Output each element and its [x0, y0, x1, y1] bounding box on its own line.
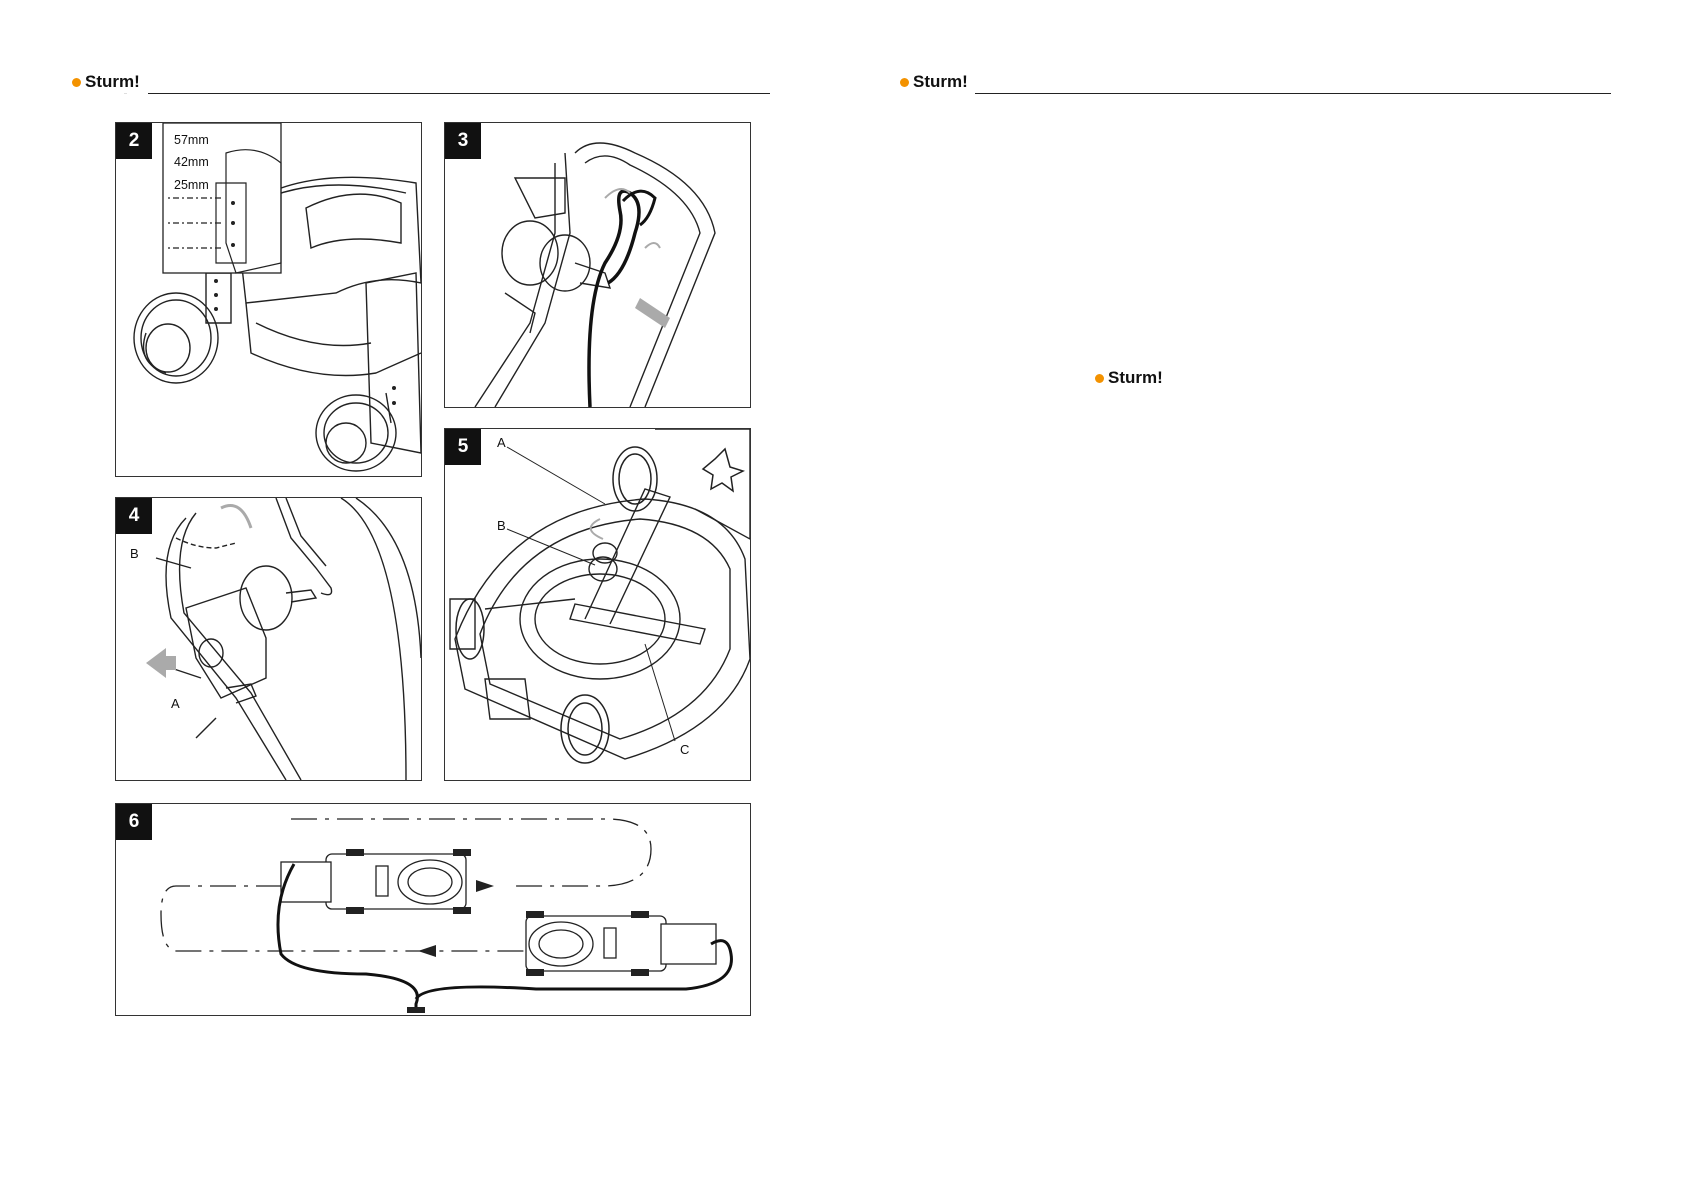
height-label-25: 25mm	[174, 178, 209, 192]
figure-panel-3	[444, 122, 751, 408]
height-label-42: 42mm	[174, 155, 209, 169]
brand-dot-icon	[1095, 374, 1104, 383]
panel-number: 6	[116, 804, 152, 840]
brand-dot-icon	[72, 78, 81, 87]
centered-brand-logo	[1095, 368, 1163, 388]
brand-name: Sturm!	[1108, 368, 1163, 387]
brand-name: Sturm!	[85, 72, 140, 91]
brand-logo: Sturm! —	[72, 72, 140, 92]
panel-number: 2	[116, 123, 152, 159]
brand-name: Sturm!	[913, 72, 968, 91]
brand-dot-icon	[900, 78, 909, 87]
right-page	[842, 0, 1684, 1190]
header-rule	[975, 93, 1611, 94]
header-rule	[148, 93, 770, 94]
callout-c: C	[680, 742, 690, 757]
wheel-height-illustration	[116, 123, 421, 476]
figure-panel-2	[115, 122, 422, 477]
figure-panel-5	[444, 428, 751, 781]
switch-box-illustration	[116, 498, 421, 780]
callout-b: B	[497, 518, 506, 533]
figure-panel-6	[115, 803, 751, 1016]
height-label-57: 57mm	[174, 133, 209, 147]
callout-a: A	[497, 435, 506, 450]
brand-logo	[900, 72, 968, 92]
figure-panel-4	[115, 497, 422, 781]
panel-number: 3	[445, 123, 481, 159]
cable-hook-illustration	[445, 123, 750, 407]
panel-number: 5	[445, 429, 481, 465]
blade-removal-illustration	[445, 429, 750, 780]
callout-a: A	[171, 696, 180, 711]
panel-number: 4	[116, 498, 152, 534]
mowing-pattern-illustration	[116, 804, 750, 1015]
callout-b: B	[130, 546, 139, 561]
